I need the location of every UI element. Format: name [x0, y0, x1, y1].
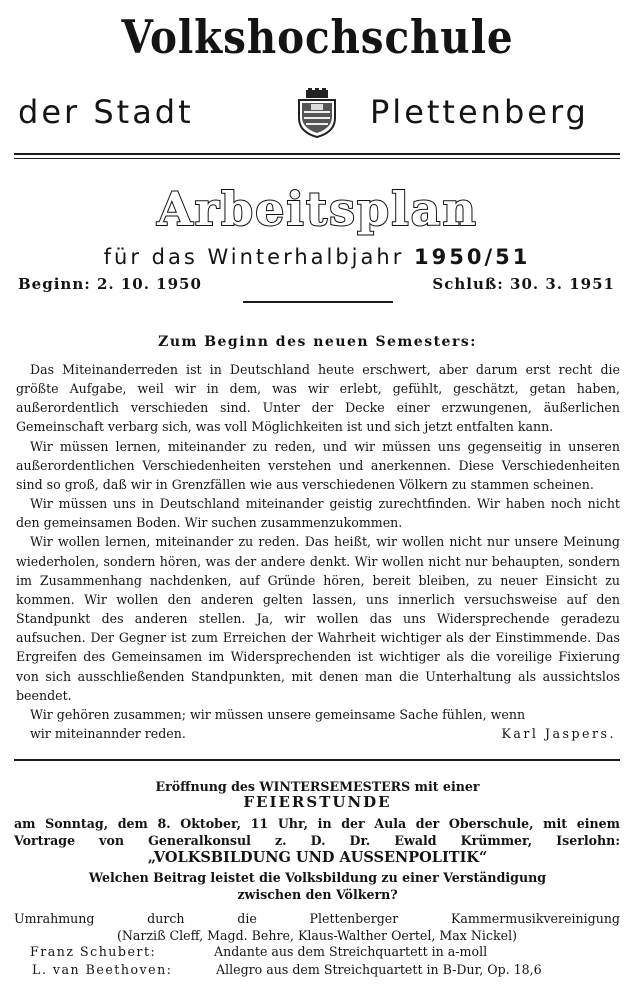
- title-volkshochschule: Volkshochschule: [121, 10, 514, 64]
- begin-date: Beginn: 2. 10. 1950: [18, 275, 202, 293]
- program-ensemble: Umrahmung durch die Plettenberger Kammermusikvereinigung: [14, 911, 620, 926]
- event-intro: Eröffnung des WINTERSEMESTERS mit einer: [155, 779, 480, 794]
- program-members: (Narziß Cleff, Magd. Behre, Klaus-Walther Oertel, Max Nickel): [116, 928, 518, 943]
- event-name: FEIERSTUNDE: [243, 793, 392, 811]
- article-paragraph: Das Miteinanderreden ist in Deutschland heute erschwert, aber darum erst recht die größte Aufgabe, weil wir in dem, was wir erlebt, gefühlt, geschätzt, getan haben, außerordentlich verschieden sind. Unter der Decke einer erzwungenen, äußerlichen Gemeinschaft verbarg sich, was voll Möglichkeiten ist und sich jetzt entfalten kann.: [16, 362, 620, 435]
- program-composer: L. van Beethoven:: [32, 962, 173, 977]
- article-paragraph: Wir gehören zusammen; wir müssen unsere gemeinsame Sache fühlen, wenn: [30, 706, 526, 722]
- event-question-line2: zwischen den Völkern?: [237, 887, 398, 902]
- title-plettenberg: Plettenberg: [370, 93, 589, 131]
- article-body: [16, 360, 620, 743]
- plan-subtitle-prefix: für das Winterhalbjahr: [103, 245, 414, 269]
- city-crest-icon: [296, 88, 338, 138]
- event-question-line1: Welchen Beitrag leistet die Volksbildung zu einer Verständigung: [88, 870, 547, 885]
- plan-title: Arbeitsplan: [157, 182, 478, 236]
- article-last-line: wir miteinannder reden.: [30, 725, 186, 741]
- title-der-stadt: der Stadt: [18, 93, 194, 131]
- event-details-line2: Vortrage von Generalkonsul z. D. Dr. Ewald Krümmer, Iserlohn:: [14, 833, 620, 848]
- program-item: [30, 944, 620, 959]
- program-composer: Franz Schubert:: [30, 944, 157, 959]
- plan-subtitle: [14, 245, 620, 269]
- event-details-line1: am Sonntag, dem 8. Oktober, 11 Uhr, in der Aula der Oberschule, mit einem: [14, 816, 620, 831]
- divider-short: [243, 301, 393, 303]
- plan-subtitle-year: 1950/51: [414, 245, 531, 269]
- article-paragraph: Wir müssen uns in Deutschland miteinander geistig zurechtfinden. Wir haben noch nicht den gemeinsamen Boden. Wir suchen zusammenzukommen.: [16, 496, 620, 531]
- end-date: Schluß: 30. 3. 1951: [432, 275, 615, 293]
- program-piece: Andante aus dem Streichquartett in a-moll: [214, 944, 488, 959]
- event-talk-title: „VOLKSBILDUNG UND AUSSENPOLITIK“: [147, 849, 488, 866]
- article-author: Karl Jaspers.: [501, 725, 616, 741]
- program-item: [32, 962, 622, 977]
- divider-middle: [14, 759, 620, 761]
- article-closing-line: [16, 724, 620, 743]
- program-piece: Allegro aus dem Streichquartett in B-Dur, Op. 18,6: [216, 962, 542, 977]
- article-paragraph: Wir müssen lernen, miteinander zu reden, und wir müssen uns gegenseitig in unseren außerordentlichen Verschiedenheiten verstehen und anerkennen. Diese Verschiedenheiten sind so groß, daß wir in Grenzfällen wie aus verschiedenen Völkern zu stammen scheinen.: [16, 438, 620, 492]
- article-paragraph: Wir wollen lernen, miteinander zu reden. Das heißt, wir wollen nicht nur unsere Meinung wiederholen, sondern hören, was der andere denkt. Wir wollen nicht nur behaupten, sondern im Zusammenhang nachdenken, auf Gründe hören, bereit bleiben, zu neuer Einsicht zu kommen. Wir wollen den anderen gelten lassen, uns innerlich versuchsweise auf den Standpunkt des anderen stellen. Ja, wir wollen das uns Widersprechende geradezu aufsuchen. Der Gegner ist zum Erreichen der Wahrheit wichtiger als der Einstimmende. Das Ergreifen des Gemeinsamen im Widersprechenden ist wichtiger als die voreilige Fixierung von sich ausschließenden Standpunkten, mit denen man die Unterhaltung als aussichtslos beendet.: [16, 534, 620, 703]
- divider-top-thin: [14, 158, 620, 159]
- article-heading: Zum Beginn des neuen Semesters:: [158, 334, 477, 350]
- divider-top: [14, 153, 620, 155]
